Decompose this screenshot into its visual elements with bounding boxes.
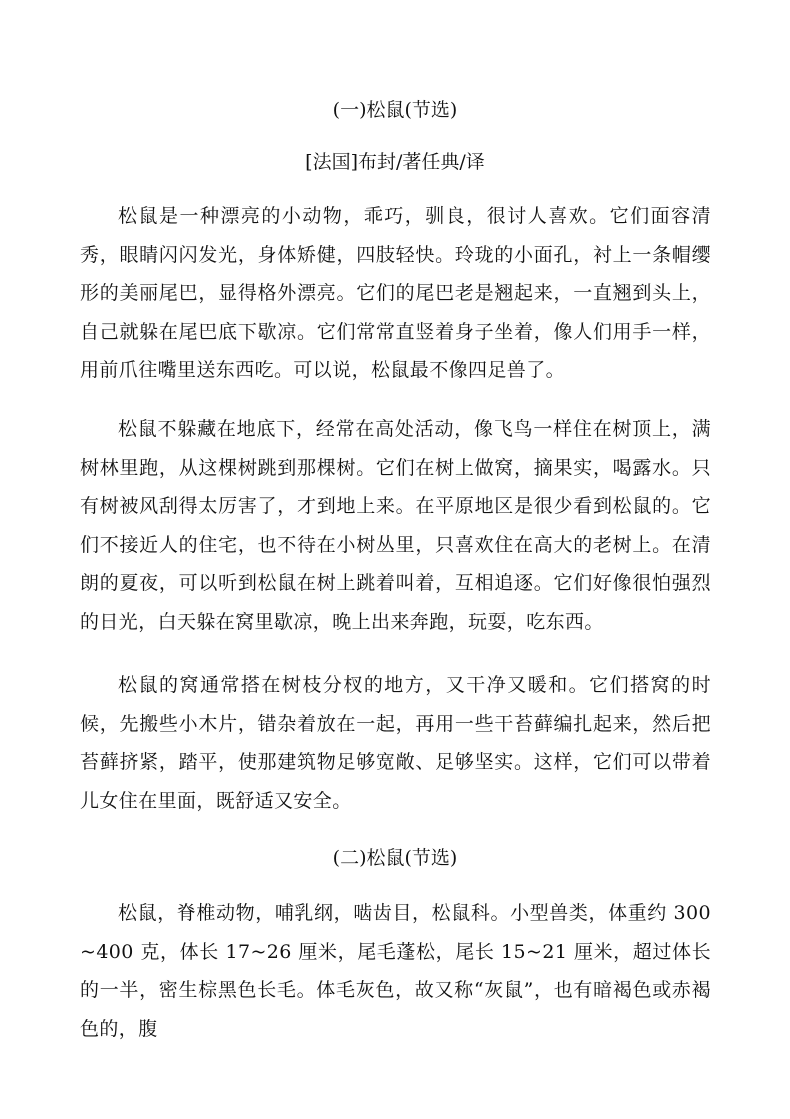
byline: [法国]布封/著任典/译 [305, 151, 485, 173]
section-1-paragraph-1: 松鼠是一种漂亮的小动物，乖巧，驯良，很讨人喜欢。它们面容清秀，眼睛闪闪发光，身体矫健，四肢轻快。玲珑的小面孔，衬上一条帽缨形的美丽尾巴，显得格外漂亮。它们的尾巴老是翘起来，一直翘到头上，自己就躲在尾巴底下歇凉。它们常常直竖着身子坐着，像人们用手一样，用前爪往嘴里送东西吃。可以说，松鼠最不像四足兽了。 [80, 205, 711, 381]
section-1-paragraph-3: 松鼠的窝通常搭在树枝分杈的地方，又干净又暖和。它们搭窝的时候，先搬些小木片，错杂着放在一起，再用一些干苔藓编扎起来，然后把苔藓挤紧，踏平，使那建筑物足够宽敞、足够坚实。这样，它们可以带着儿女住在里面，既舒适又安全。 [80, 674, 711, 812]
section-1-paragraph-2: 松鼠不躲藏在地底下，经常在高处活动，像飞鸟一样住在树顶上，满树林里跑，从这棵树跳到那棵树。它们在树上做窝，摘果实，喝露水。只有树被风刮得太厉害了，才到地上来。在平原地区是很少看到松鼠的。它们不接近人的住宅，也不待在小树丛里，只喜欢住在高大的老树上。在清朗的夏夜，可以听到松鼠在树上跳着叫着，互相追逐。它们好像很怕强烈的日光，白天躲在窝里歇凉，晚上出来奔跑，玩耍，吃东西。 [80, 418, 711, 633]
section-1-title: (一)松鼠(节选) [332, 99, 458, 121]
section-2-title: (二)松鼠(节选) [332, 847, 458, 869]
section-2-paragraph-1: 松鼠，脊椎动物，哺乳纲，啮齿目，松鼠科。小型兽类，体重约 300~400 克，体长 17~26 厘米，尾毛蓬松，尾长 15~21 厘米，超过体长的一半，密生棕黑色长毛。体毛灰色，故又称“灰鼠”，也有暗褐色或赤褐色的，腹 [80, 902, 711, 1040]
